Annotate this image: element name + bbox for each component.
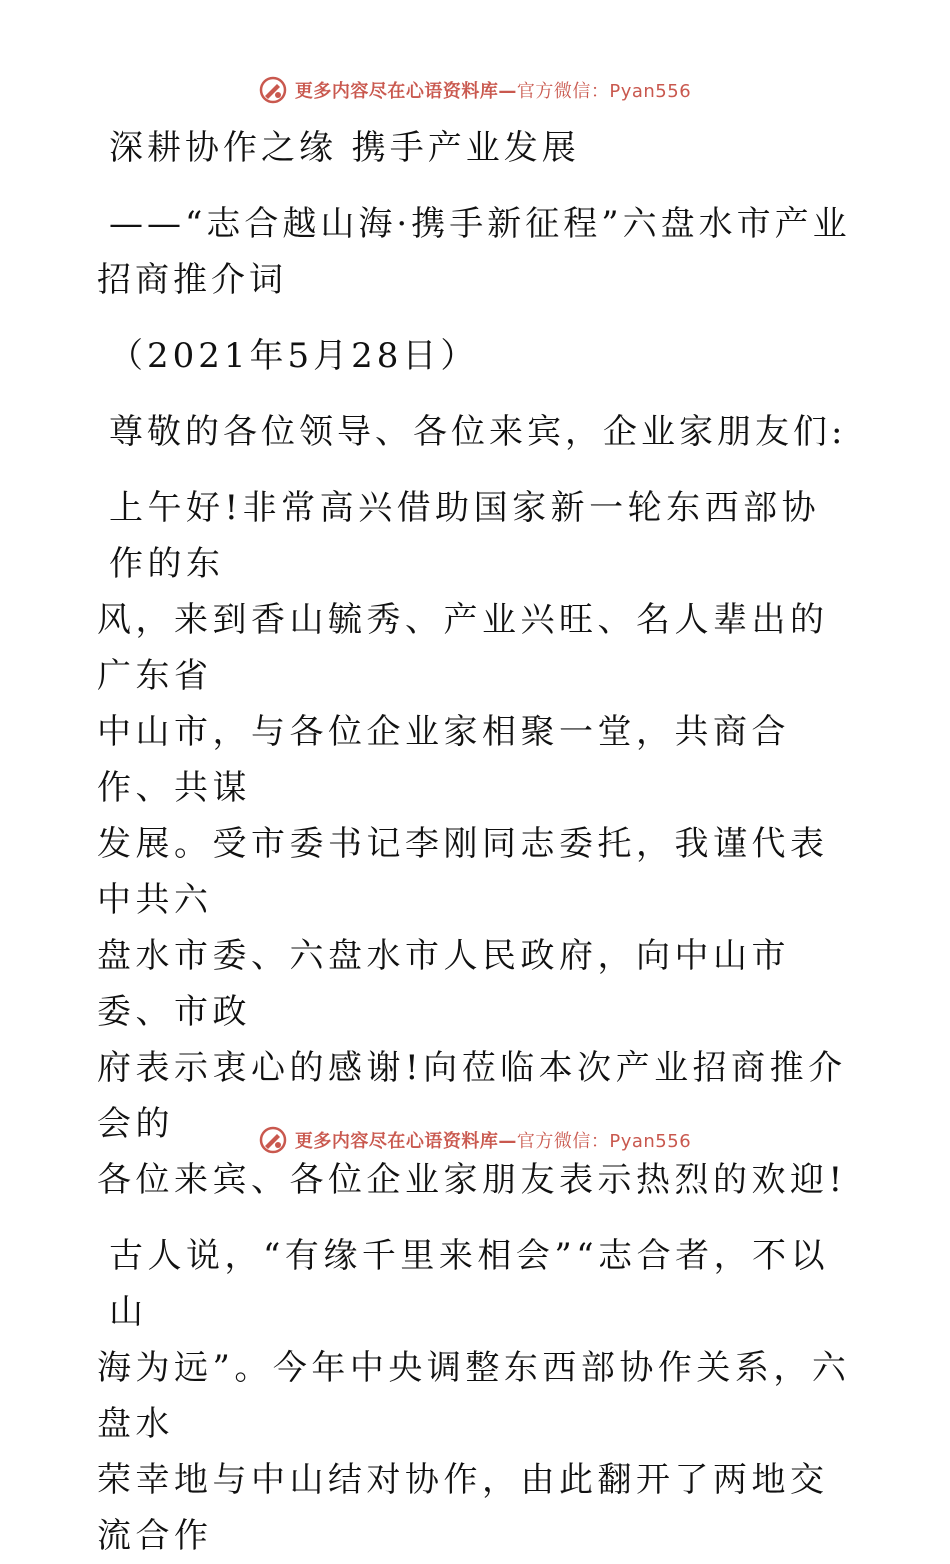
salutation: 尊敬的各位领导、各位来宾，企业家朋友们: <box>109 412 847 452</box>
document-subtitle-line1: ——“志合越山海·携手新征程”六盘水市产业 <box>109 204 851 244</box>
watermark-wechat: 官方微信：Pyan556 <box>516 81 692 102</box>
document-title: 深耕协作之缘 携手产业发展 <box>109 128 580 168</box>
paragraph-2 <box>97 1228 857 1564</box>
paragraph-1 <box>97 480 857 1208</box>
paragraph-line: 荣幸地与中山结对协作，由此翻开了两地交流合作 <box>97 1460 829 1556</box>
pen-logo-icon <box>259 1126 287 1154</box>
paragraph-line: 古人说，“有缘千里来相会”“志合者，不以山 <box>109 1236 830 1332</box>
document-body <box>97 120 857 1564</box>
watermark-top <box>0 70 950 110</box>
paragraph-line: 盘水市委、六盘水市人民政府，向中山市委、市政 <box>97 936 790 1032</box>
pen-logo-icon <box>259 76 287 104</box>
paragraph-line: 府表示衷心的感谢!向莅临本次产业招商推介会的 <box>97 1048 847 1144</box>
watermark-wechat: 官方微信：Pyan556 <box>516 1131 692 1152</box>
document-date: （2021年5月28日） <box>109 336 479 376</box>
paragraph-line: 各位来宾、各位企业家朋友表示热烈的欢迎! <box>97 1160 847 1200</box>
watermark-bottom <box>0 1120 950 1160</box>
paragraph-line: 中山市，与各位企业家相聚一堂，共商合作、共谋 <box>97 712 790 808</box>
document-subtitle-line2: 招商推介词 <box>97 260 287 300</box>
paragraph-line: 上午好!非常高兴借助国家新一轮东西部协作的东 <box>109 488 821 584</box>
paragraph-line: 海为远”。今年中央调整东西部协作关系，六盘水 <box>97 1348 851 1444</box>
watermark-text: 更多内容尽在心语资料库—官方微信：Pyan556 <box>294 81 692 102</box>
paragraph-line: 发展。受市委书记李刚同志委托，我谨代表中共六 <box>97 824 829 920</box>
paragraph-line: 风，来到香山毓秀、产业兴旺、名人辈出的广东省 <box>97 600 829 696</box>
watermark-text: 更多内容尽在心语资料库—官方微信：Pyan556 <box>294 1131 692 1152</box>
